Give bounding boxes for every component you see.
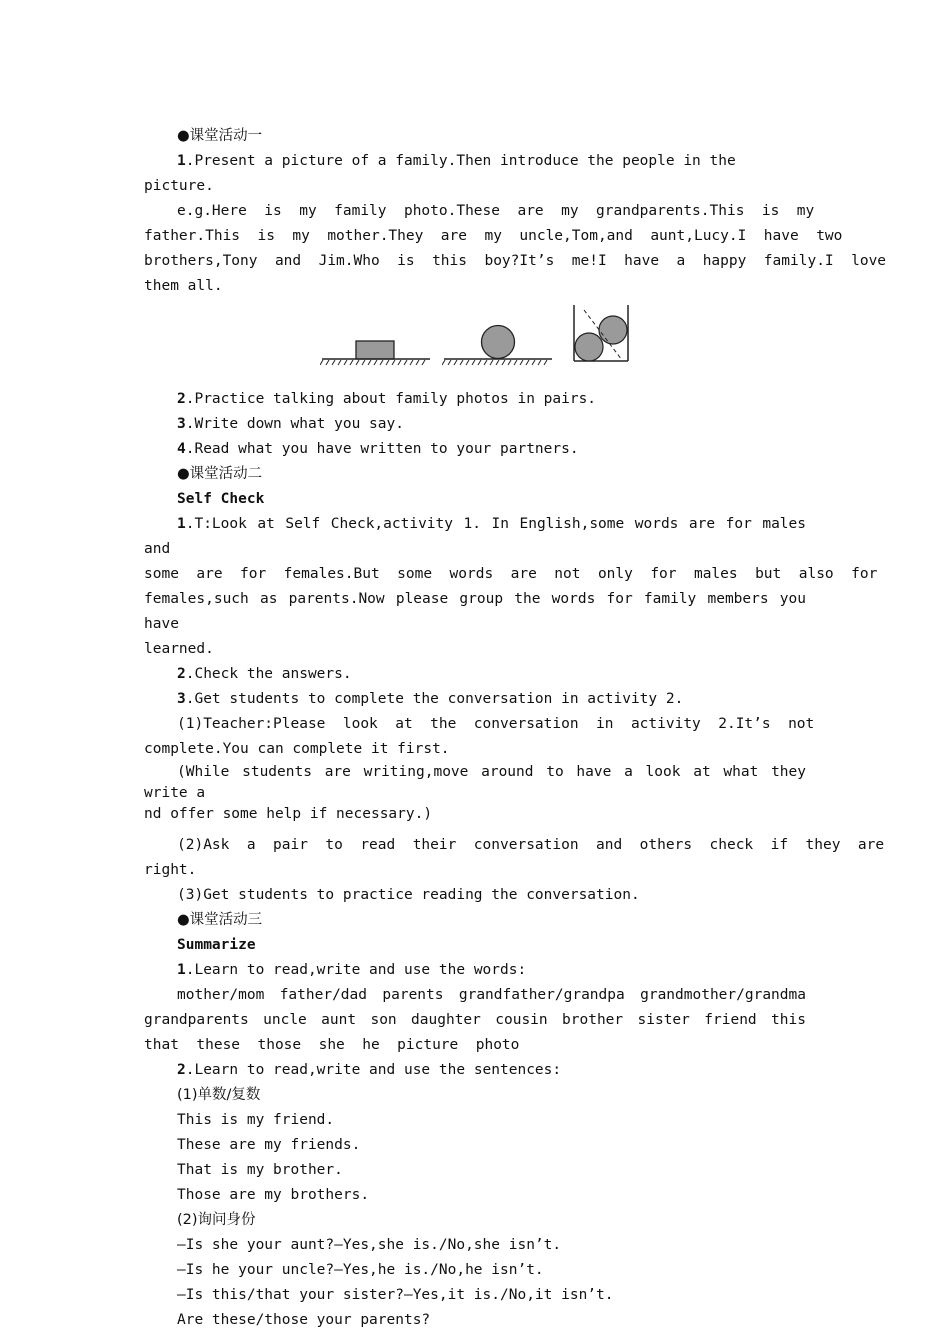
sentence: This is my friend. <box>177 1112 335 1128</box>
activity3-heading: ●课堂活动三 <box>177 912 263 928</box>
sentence: —Is this/that your sister?—Yes,it is./No,it isn’t. <box>177 1287 614 1303</box>
ball-on-ground-figure <box>442 323 554 369</box>
activity2-item1-line1: 1.T:Look at Self Check,activity 1. In English,some words are for males and <box>144 516 806 557</box>
teacher-line-1: (1)Teacher:Please look at the conversation in activity 2.It’s not <box>177 716 815 732</box>
sentence: —Is she your aunt?—Yes,she is./No,she isn’t. <box>177 1237 562 1253</box>
word: sister <box>637 1012 690 1028</box>
activity1-item1: 1.Present a picture of a family.Then introduce the people in the picture. <box>144 153 736 194</box>
word: mother/mom <box>177 987 265 1003</box>
practice-line: (3)Get students to practice reading the conversation. <box>177 887 640 903</box>
sentence: These are my friends. <box>177 1137 361 1153</box>
self-check-heading: Self Check <box>177 491 265 507</box>
balls-in-container-figure <box>572 303 632 365</box>
word: grandparents <box>144 1012 249 1028</box>
word: daughter <box>411 1012 481 1028</box>
activity1-item2: 2.Practice talking about family photos in pairs. <box>177 391 597 407</box>
activity1-item4: 4.Read what you have written to your partners. <box>177 441 579 457</box>
word: aunt <box>321 1012 357 1028</box>
physics-figure <box>144 303 806 387</box>
word: brother <box>562 1012 624 1028</box>
word: son <box>370 1012 397 1028</box>
document-body <box>144 124 887 1333</box>
activity2-item2: 2.Check the answers. <box>177 666 352 682</box>
word: friend <box>704 1012 757 1028</box>
word: this <box>771 1012 806 1028</box>
activity1-item3: 3.Write down what you say. <box>177 416 404 432</box>
activity2-item3: 3.Get students to complete the conversation in activity 2. <box>177 691 684 707</box>
pair-line-1: (2)Ask a pair to read their conversation and others check if they are <box>177 837 885 853</box>
words-row-2 <box>144 1008 806 1033</box>
example-line-3: brothers,Tony and Jim.Who is this boy?It’s me!I have a happy family.I love <box>144 253 887 269</box>
activity3-item1: 1.Learn to read,write and use the words: <box>177 962 527 978</box>
activity2-item1-line2: some are for females.But some words are not only for males but also for <box>144 566 878 582</box>
word: grandfather/grandpa <box>458 987 625 1003</box>
word: father/dad <box>279 987 367 1003</box>
activity2-item1-line3: females,such as parents.Now please group the words for family members you have <box>144 591 806 632</box>
note-line-1: (While students are writing,move around to have a look at what they write a <box>144 764 806 801</box>
pair-line-2: right. <box>144 862 197 878</box>
sentence: That is my brother. <box>177 1162 343 1178</box>
identity-question-heading: (2)询问身份 <box>177 1212 256 1228</box>
example-line-1: e.g.Here is my family photo.These are my grandparents.This is my <box>177 203 815 219</box>
word: parents <box>382 987 444 1003</box>
example-line-2: father.This is my mother.They are my uncle,Tom,and aunt,Lucy.I have two <box>144 228 843 244</box>
teacher-line-2: complete.You can complete it first. <box>144 741 450 757</box>
activity2-heading: ●课堂活动二 <box>177 466 263 482</box>
example-line-4: them all. <box>144 278 223 294</box>
sentence: —Is he your uncle?—Yes,he is./No,he isn’t. <box>177 1262 544 1278</box>
word: grandmother/grandma <box>640 987 806 1003</box>
activity2-item1-line4: learned. <box>144 641 214 657</box>
sentence: Those are my brothers. <box>177 1187 370 1203</box>
words-row-1 <box>144 983 806 1008</box>
word: uncle <box>263 1012 307 1028</box>
activity1-heading: ●课堂活动一 <box>177 128 263 144</box>
activity3-item2: 2.Learn to read,write and use the sentences: <box>177 1062 562 1078</box>
singular-plural-heading: (1)单数/复数 <box>177 1087 261 1103</box>
block-on-ground-figure <box>320 339 432 369</box>
sentence: Are these/those your parents? <box>177 1312 431 1328</box>
summarize-heading: Summarize <box>177 937 256 953</box>
word: cousin <box>495 1012 548 1028</box>
note-line-2: nd offer some help if necessary.) <box>144 806 433 822</box>
words-row-3: that these those she he picture photo <box>144 1037 520 1053</box>
